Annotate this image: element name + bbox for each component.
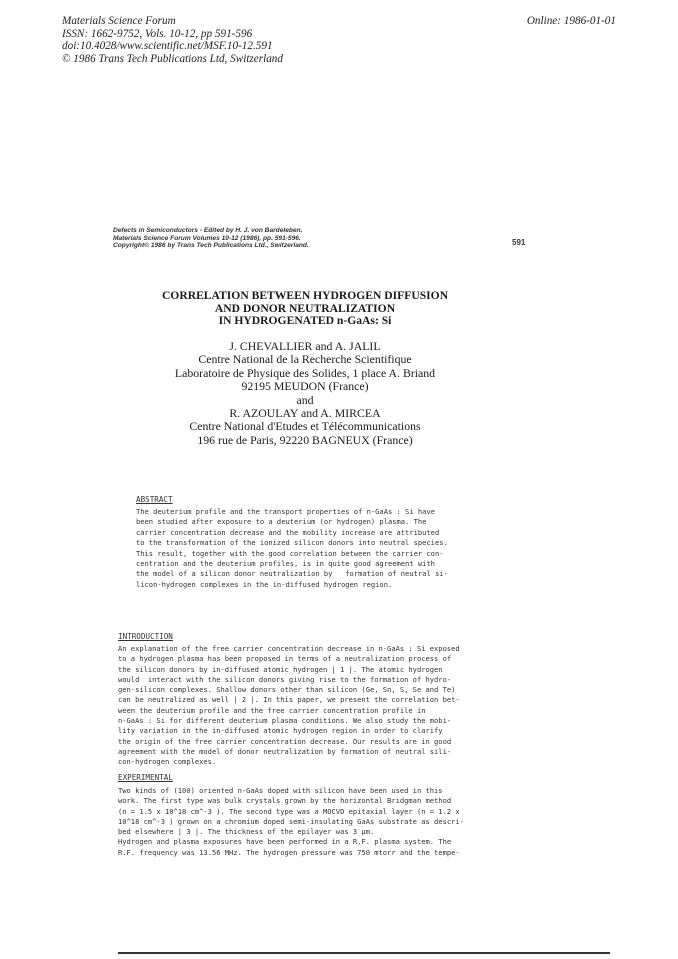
abstract-line: This result, together with the good correlation between the carrier con- bbox=[136, 548, 444, 558]
volume-metadata bbox=[113, 227, 309, 250]
affiliation-1-line-2: Laboratoire de Physique des Solides, 1 place A. Briand bbox=[174, 365, 436, 380]
abstract-line: centration and the deuterium profiles, is in quite good agreement with bbox=[136, 559, 435, 569]
introduction-line: agreement with the model of donor neutralization by formation of neutral sili- bbox=[118, 746, 452, 756]
introduction-line: would interact with the silicon donors giving rise to the formation of hydro- bbox=[118, 674, 452, 684]
abstract-line: The deuterium profile and the transport properties of n-GaAs : Si have bbox=[136, 507, 435, 516]
copyright-line: © 1986 Trans Tech Publications Ltd, Switzerland bbox=[62, 52, 283, 65]
abstract-line: the model of a silicon donor neutralization by formation of neutral si- bbox=[136, 569, 448, 579]
introduction-line: lity variation in the in-diffused atomic hydrogen region in order to clarify bbox=[118, 726, 443, 736]
abstract-body bbox=[136, 507, 526, 590]
introduction-heading: INTRODUCTION bbox=[118, 632, 173, 641]
meta-line-editor: Defects in Semiconductors - Edited by H. J. von Bardeleben. bbox=[113, 227, 303, 234]
introduction-line: can be neutralized as well | 2 |. In this paper, we present the correlation bet- bbox=[118, 695, 460, 705]
abstract-heading: ABSTRACT bbox=[136, 495, 173, 504]
introduction-line: con-hydrogen complexes. bbox=[118, 757, 217, 767]
experimental-line: work. The first type was bulk crystals grown by the horizontal Bridgman method bbox=[118, 796, 452, 806]
experimental-heading: EXPERIMENTAL bbox=[118, 773, 173, 782]
introduction-line: the silicon donors by in-diffused atomic hydrogen | 1 |. The atomic hydrogen bbox=[118, 664, 443, 674]
introduction-line: An explanation of the free carrier concentration decrease in n-GaAs : Si exposed bbox=[118, 644, 460, 653]
experimental-line: Two kinds of (100) oriented n-GaAs doped with silicon have been used in this bbox=[118, 786, 443, 795]
author-names-2: R. AZOULAY and A. MIRCEA bbox=[229, 406, 381, 421]
online-date: Online: 1986-01-01 bbox=[526, 15, 616, 27]
title-line-3: IN HYDROGENATED n-GaAs: Si bbox=[218, 314, 392, 328]
meta-line-volume: Materials Science Forum Volumes 10-12 (1986), pp. 591-596. bbox=[113, 234, 301, 242]
paper-title bbox=[160, 290, 450, 328]
experimental-line: 10^18 cm^-3 ) grown on a chromium doped semi-insulating GaAs substrate as descri- bbox=[118, 816, 464, 826]
issn-line: ISSN: 1662-9752, Vols. 10-12, pp 591-596 bbox=[62, 27, 253, 40]
affiliation-2-line-2: 196 rue de Paris, 92220 BAGNEUX (France) bbox=[197, 432, 413, 447]
title-line-2: AND DONOR NEUTRALIZATION bbox=[214, 301, 396, 315]
abstract-line: been studied after exposure to a deuterium (or hydrogen) plasma. The bbox=[136, 517, 427, 527]
abstract-line: carrier concentration decrease and the mobility increase are attributed bbox=[136, 527, 440, 537]
experimental-line: Hydrogen and plasma exposures have been performed in a R.F. plasma system. The bbox=[118, 837, 452, 847]
introduction-line: the origin of the free carrier concentration decrease. Our results are in good bbox=[118, 736, 452, 746]
running-header-citation bbox=[62, 15, 283, 65]
meta-line-copyright: Copyright© 1986 by Trans Tech Publications Ltd., Switzerland. bbox=[113, 242, 309, 250]
affiliation-1-line-3: 92195 MEUDON (France) bbox=[241, 379, 369, 394]
experimental-line: (n = 1.5 x 10^18 cm^-3 ). The second type was a MOCVD epitaxial layer (n = 1.2 x bbox=[118, 806, 460, 816]
experimental-body bbox=[118, 786, 548, 858]
introduction-line: ween the deuterium profile and the free carrier concentration profile in bbox=[118, 705, 426, 715]
title-line-1: CORRELATION BETWEEN HYDROGEN DIFFUSION bbox=[161, 289, 449, 302]
affiliation-1-line-1: Centre National de la Recherche Scientifique bbox=[198, 352, 412, 367]
author-block bbox=[160, 340, 450, 447]
author-names-1: J. CHEVALLIER and A. JALIL bbox=[229, 339, 381, 353]
abstract-line: licon-hydrogen complexes in the in-diffused hydrogen region. bbox=[136, 579, 393, 589]
introduction-body bbox=[118, 644, 548, 768]
abstract-line: to the transformation of the ionized silicon donors into neutral species. bbox=[136, 538, 448, 548]
experimental-line: bed elsewhere | 3 |. The thickness of the epilayer was 3 μm. bbox=[118, 827, 375, 837]
introduction-line: to a hydrogen plasma has been proposed in terms of a neutralization process of bbox=[118, 654, 452, 664]
experimental-line: R.F. frequency was 13.56 MHz. The hydrogen pressure was 750 mtorr and the tempe- bbox=[118, 847, 460, 857]
page-bottom-rule bbox=[118, 952, 610, 954]
page-number: 591 bbox=[512, 238, 526, 247]
introduction-line: n-GaAs : Si for different deuterium plasma conditions. We also study the mobi- bbox=[118, 716, 452, 726]
introduction-line: gen-silicon complexes. Shallow donors other than silicon (Ge, Sn, S, Se and Te) bbox=[118, 685, 456, 695]
journal-name: Materials Science Forum bbox=[62, 15, 176, 27]
affiliation-2-line-1: Centre National d'Etudes et Télécommunications bbox=[189, 419, 421, 434]
author-separator: and bbox=[296, 392, 314, 407]
doi-line[interactable]: doi:10.4028/www.scientific.net/MSF.10-12.591 bbox=[62, 40, 273, 53]
